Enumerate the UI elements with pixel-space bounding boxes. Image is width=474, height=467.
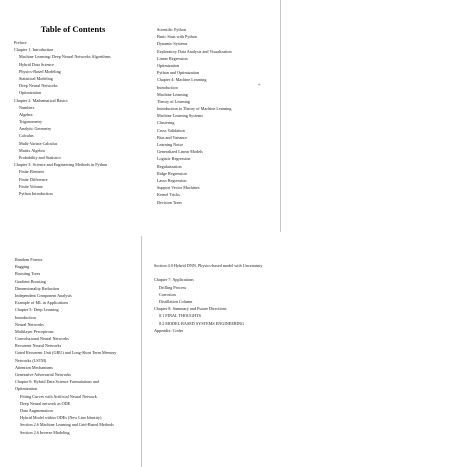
toc-entry: Regularization xyxy=(157,163,182,169)
toc-entry: 8.1 FINAL THOUGHTS xyxy=(159,313,201,319)
toc-entry: Logistic Regression xyxy=(157,156,191,162)
toc-entry: Gated Recurrent Unit (GRU) and Long-Short Term Memory Networks (LSTM) xyxy=(15,350,117,363)
toc-entry: Hybrid Data Science xyxy=(19,61,54,67)
toc-entry: Gradient Boosting xyxy=(15,278,46,284)
toc-entry: Machine Learning xyxy=(157,91,188,97)
toc-entry: 8.2 MODEL BASED SYSTEMS ENGINEERING xyxy=(159,320,245,326)
toc-entry: Fitting Curves with Artificial Neural Network xyxy=(20,393,97,399)
toc-entry: Finite Element xyxy=(19,169,44,175)
toc-entry: Algebra xyxy=(19,111,33,117)
toc-entry: Random Forests xyxy=(15,257,43,262)
toc-entry: Optimization xyxy=(157,62,180,68)
toc-page-2 xyxy=(0,236,474,467)
toc-entry: Bias and Variance xyxy=(157,134,188,140)
page-divider xyxy=(280,0,281,232)
toc-entry: Calculus xyxy=(19,133,34,139)
toc-entry: Bagging xyxy=(15,264,30,270)
toc-entry: Chapter 5: Deep Learning xyxy=(15,307,59,313)
toc-entry: Chapter 4: Machine Learning xyxy=(157,77,207,83)
toc-entry: Chapter 3: Science and Engineering Methods in Python xyxy=(14,162,108,168)
toc-title: Table of Contents xyxy=(40,24,106,34)
toc-entry: Independent Component Analysis xyxy=(15,292,72,298)
toc-entry: Boosting Trees xyxy=(15,271,41,277)
toc-entry: Chapter 7: Applications xyxy=(154,277,194,283)
toc-entry: Lasso Regression xyxy=(157,177,187,183)
toc-entry: Probability and Statistics xyxy=(19,155,61,160)
toc-entry: Dimensionality Reduction xyxy=(15,285,60,291)
toc-entry: Attention Mechanisms xyxy=(15,364,54,370)
toc-entry: Decision Trees xyxy=(157,199,183,205)
toc-entry: Chapter 6: Hybrid Data Science Formulations and Optimization xyxy=(15,379,99,392)
toc-entry: Deep Neural network as ODE xyxy=(20,400,71,406)
toc-entry: Section 4.0 Hybrid DNN, Physics-based model with Uncertainty xyxy=(154,263,263,268)
toc-entry: Linear Regression xyxy=(157,55,188,61)
toc-entry: Basic Stats with Python xyxy=(157,34,197,40)
toc-entry: Corrosion xyxy=(159,291,176,297)
toc-entry: Chapter 1: Introduction xyxy=(14,47,54,53)
toc-entry: Example of ML in Applications xyxy=(15,300,69,306)
toc-entry: Optimization xyxy=(19,90,42,96)
toc-entry: Preface xyxy=(14,40,27,45)
toc-entry: Matrix Algebra xyxy=(19,147,45,153)
toc-entry: Finite Volume xyxy=(19,183,43,189)
toc-entry: Python and Optimization xyxy=(157,70,200,76)
toc-entry: Distillation Column xyxy=(159,298,193,304)
toc-entry: Ridge Regression xyxy=(157,170,187,176)
toc-entry: Numbers xyxy=(19,104,35,110)
toc-entry: Learning Noise xyxy=(157,142,183,147)
toc-entry: Convolutional Neural Networks xyxy=(15,336,69,342)
toc-entry: Exploratory Data Analysis and Visualization xyxy=(157,48,232,54)
toc-entry: Support Vector Machines xyxy=(157,185,200,191)
toc-entry: Recurrent Neural Networks xyxy=(15,343,62,349)
toc-entry: Trigonometry xyxy=(19,119,43,125)
toc-entry: Section 2.6 Inverse Modeling xyxy=(20,429,70,435)
toc-entry: Neural Networks xyxy=(15,321,44,327)
toc-entry: Python Introduction xyxy=(19,190,53,196)
toc-entry: Scientific Python xyxy=(157,27,186,32)
toc-entry: Section 2.6 Machine Learning and Grid-Based Methods xyxy=(20,422,114,428)
toc-right-column xyxy=(157,26,232,206)
toc-entry: Introduction to Theory of Machine Learning xyxy=(157,106,232,112)
toc-entry: Drilling Process xyxy=(159,284,187,290)
toc-entry: Multilayer Perceptrons xyxy=(15,328,54,334)
toc-entry: Machine Learning: Deep Neural Networks Algorithms xyxy=(19,54,111,60)
toc-entry: Machine Learning Systems xyxy=(157,113,203,119)
toc-entry: Introduction xyxy=(157,84,178,90)
toc-entry: Chapter 8: Summary and Future Directions xyxy=(154,306,227,312)
toc-entry: Theory of Learning xyxy=(157,98,190,104)
toc-entry: Chapter 2: Mathematical Basics xyxy=(14,97,68,103)
toc-entry: Dynamic Systems xyxy=(157,41,188,47)
toc-entry: Appendix: Codes xyxy=(154,327,184,333)
toc-entry: Data Augmentation xyxy=(20,407,53,413)
toc-entry: Hybrid Model within ODEs (New Line Identity) xyxy=(20,415,102,421)
toc-entry: Cross Validation xyxy=(157,127,185,133)
toc-entry: Finite Difference xyxy=(19,176,48,182)
toc-page-1 xyxy=(0,0,474,232)
toc-entry: Kernel Tricks xyxy=(157,192,180,198)
toc-entry: Analytic Geometry xyxy=(19,126,52,132)
toc-entry: Physics-Based Modeling xyxy=(19,68,61,74)
toc-left-column xyxy=(14,39,111,197)
toc-entry: Multi-Variate Calculus xyxy=(19,140,58,146)
toc-entry: Deep Neural Networks xyxy=(19,83,58,89)
page-divider xyxy=(141,236,142,467)
toc-right-column xyxy=(154,262,272,334)
stray-marker: * xyxy=(258,84,261,89)
toc-entry: Clustering xyxy=(157,120,175,126)
toc-entry: Generative Adversarial Networks xyxy=(15,372,72,378)
toc-entry: Introduction xyxy=(15,314,36,320)
toc-entry: Generalized Linear Models xyxy=(157,149,203,155)
toc-entry: Statistical Modeling xyxy=(19,75,53,81)
toc-left-column xyxy=(15,256,121,436)
